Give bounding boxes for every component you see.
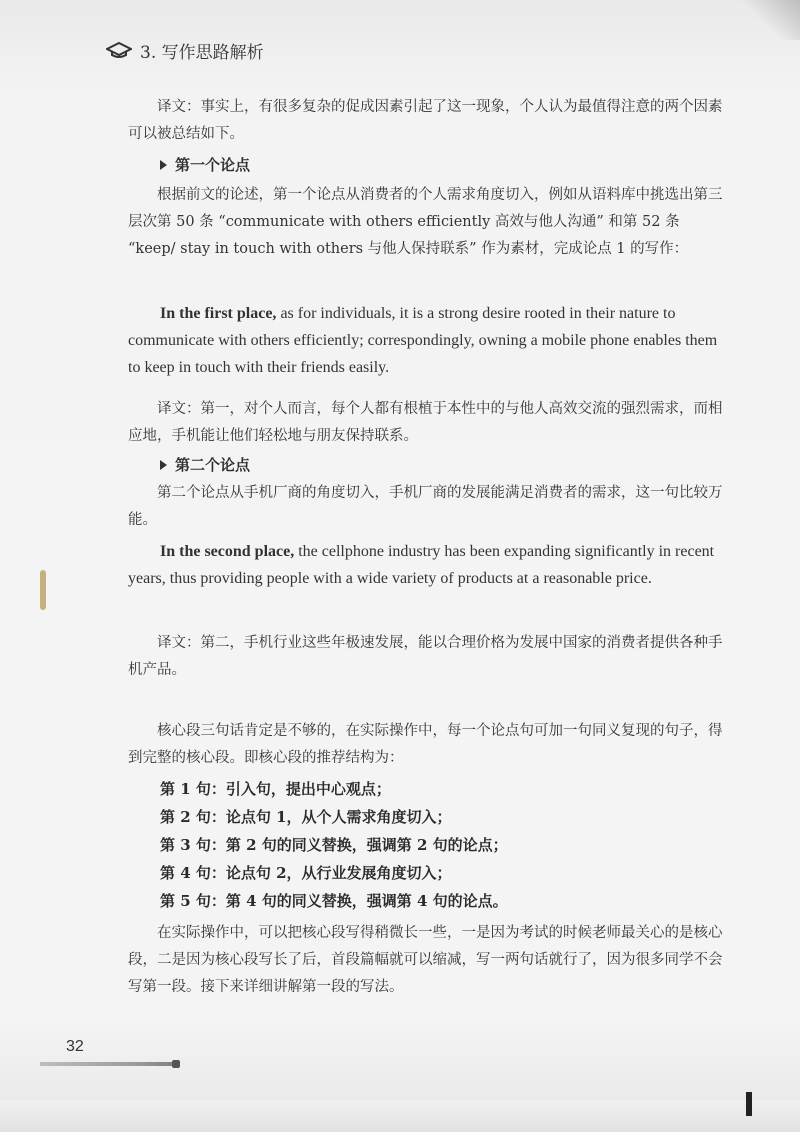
translation-2: 译文：第一，对个人而言，每个人都有根植于本性中的与他人高效交流的强烈需求，而相应地，手机能让他们轻松地与朋友保持联系。 xyxy=(128,401,723,444)
recommended-structure-item: 第 2 句：论点句 1，从个人需求角度切入； xyxy=(160,808,452,826)
recommended-structure-item: 第 3 句：第 2 句的同义替换，强调第 2 句的论点； xyxy=(160,836,508,854)
english-rest: as for individuals, it is a strong desire rooted in their nature to communicate with others efficiently; correspondingly, owning a mobile phone enables them to keep in touch with their friends easily. xyxy=(128,305,718,376)
triangle-bullet-icon xyxy=(160,460,167,470)
page-bottom-edge xyxy=(0,1100,800,1132)
page-corner-shadow xyxy=(740,0,800,40)
edge-mark xyxy=(746,1092,752,1116)
heading-first-argument xyxy=(160,154,250,175)
translation-1: 译文：事实上，有很多复杂的促成因素引起了这一现象，个人认为最值得注意的两个因素可以被总结如下。 xyxy=(128,99,723,142)
binding-mark xyxy=(40,570,46,610)
graduation-cap-icon xyxy=(106,41,132,59)
recommended-structure-item: 第 1 句：引入句，提出中心观点； xyxy=(160,780,391,798)
recommended-structure-item: 第 5 句：第 4 句的同义替换，强调第 4 句的论点。 xyxy=(160,892,508,910)
footer-rule-end xyxy=(172,1060,180,1068)
english-sentence-1 xyxy=(128,300,728,381)
recommended-structure-item: 第 4 句：论点句 2，从行业发展角度切入； xyxy=(160,864,452,882)
heading-second-argument xyxy=(160,454,250,475)
english-lead: In the first place, xyxy=(160,305,277,322)
paragraph-1: 根据前文的论述，第一个论点从消费者的个人需求角度切入，例如从语料库中挑选出第三层次第 50 条 “communicate with others efficiently 高效与他人沟通” 和第 52 条 “keep/ stay in touch with others 与他人保持联系” 作为素材，完成论点 1 的写作： xyxy=(128,187,723,257)
paragraph-3: 核心段三句话肯定是不够的，在实际操作中，每一个论点句可加一句同义复现的句子，得到完整的核心段。即核心段的推荐结构为： xyxy=(128,723,723,766)
translation-3: 译文：第二，手机行业这些年极速发展，能以合理价格为发展中国家的消费者提供各种手机产品。 xyxy=(128,635,723,678)
heading-label: 第一个论点 xyxy=(175,156,251,174)
footer-rule xyxy=(40,1062,180,1066)
paragraph-2: 第二个论点从手机厂商的角度切入，手机厂商的发展能满足消费者的需求，这一句比较万能。 xyxy=(128,485,723,528)
triangle-bullet-icon xyxy=(160,160,167,170)
paragraph-4: 在实际操作中，可以把核心段写得稍微长一些，一是因为考试的时候老师最关心的是核心段，二是因为核心段写长了后，首段篇幅就可以缩减，写一两句话就行了，因为很多同学不会写第一段。接下来详细讲解第一段的写法。 xyxy=(128,925,723,995)
section-title: 3. 写作思路解析 xyxy=(140,42,264,63)
english-lead: In the second place, xyxy=(160,543,295,560)
english-sentence-2 xyxy=(128,538,728,592)
section-header xyxy=(106,38,264,62)
english-rest: the cellphone industry has been expanding significantly in recent years, thus providing people with a wide variety of products at a reasonable price. xyxy=(128,543,715,587)
heading-label: 第二个论点 xyxy=(175,456,251,474)
page-number: 32 xyxy=(66,1038,84,1055)
